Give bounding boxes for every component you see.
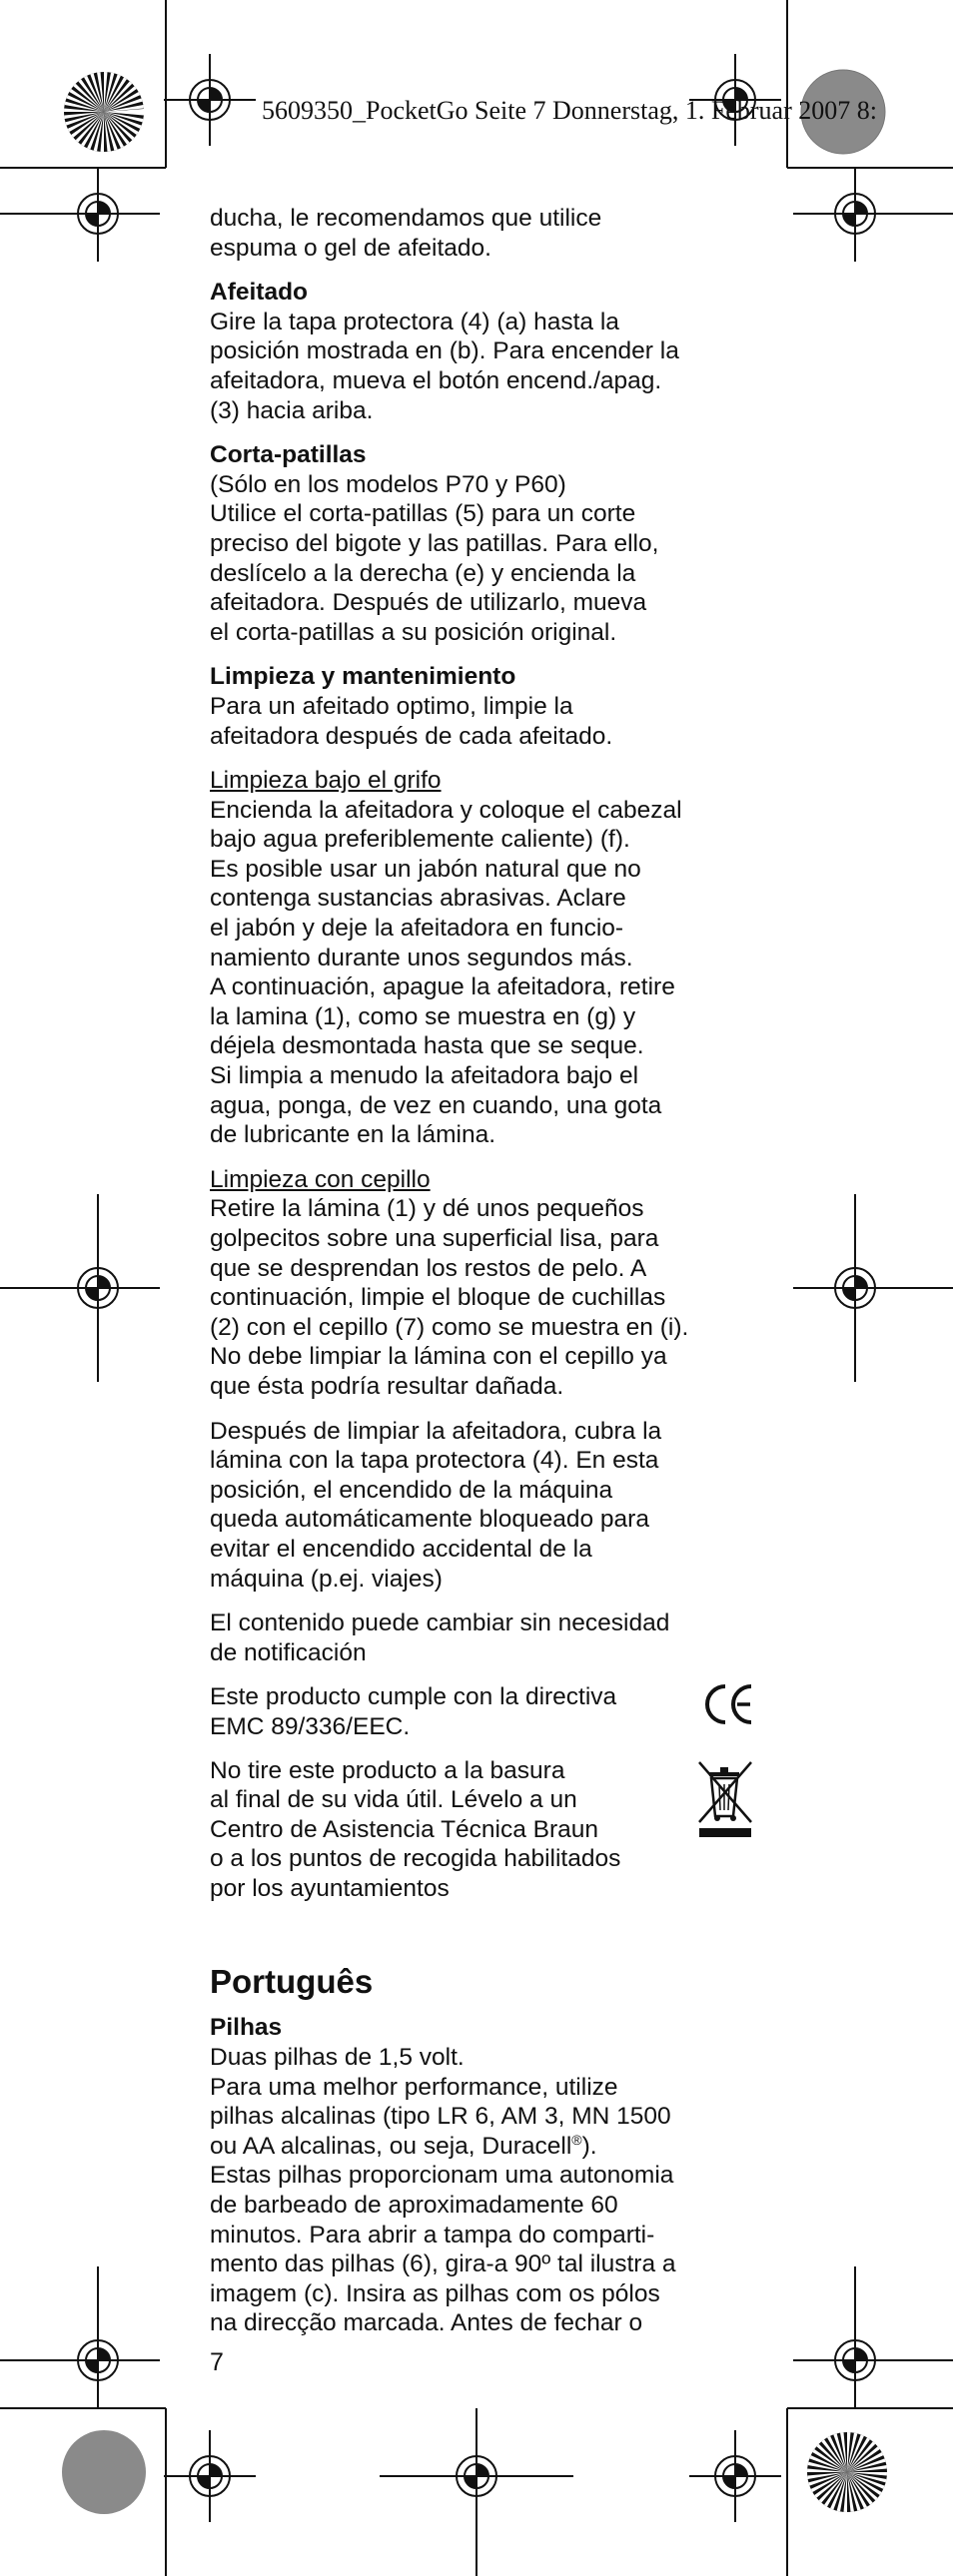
text-line: máquina (p.ej. viajes) xyxy=(210,1565,443,1593)
section-corta-patillas xyxy=(210,440,749,647)
text-line: de notificación xyxy=(210,1638,367,1666)
text-line: (2) con el cepillo (7) como se muestra en (i). xyxy=(210,1313,689,1341)
text-line: afeitadora, mueva el botón encend./apag. xyxy=(210,366,662,394)
text-line: Centro de Asistencia Técnica Braun xyxy=(210,1815,599,1843)
section-limpieza-grifo xyxy=(210,766,749,1150)
text-line: Este producto cumple con la directiva xyxy=(210,1683,617,1711)
text-line: contenga sustancias abrasivas. Aclare xyxy=(210,885,626,913)
subsection-heading: Limpieza bajo el grifo xyxy=(210,767,442,795)
text-line: No debe limpiar la lámina con el cepillo ya xyxy=(210,1343,667,1371)
text-line: deslícelo a la derecha (e) y encienda la xyxy=(210,559,636,587)
text-line xyxy=(210,2132,749,2162)
text-line: (3) hacia ariba. xyxy=(210,396,374,424)
starburst-mark-bottom-right xyxy=(807,2432,887,2512)
text-line: que ésta podría resultar dañada. xyxy=(210,1372,564,1400)
text-line: Después de limpiar la afeitadora, cubra la xyxy=(210,1417,662,1445)
text-line: Retire la lámina (1) y dé unos pequeños xyxy=(210,1195,644,1223)
basura-text xyxy=(210,1756,620,1904)
text-line: el corta-patillas a su posición original. xyxy=(210,618,617,646)
text-line: Encienda la afeitadora y coloque el cabezal xyxy=(210,796,682,824)
crossed-bin-icon xyxy=(695,1756,755,1840)
text-line: mento das pilhas (6), gira-a 90º tal ilustra a xyxy=(210,2251,676,2278)
text-line: afeitadora. Después de utilizarlo, mueva xyxy=(210,589,647,617)
text-line: Para un afeitado optimo, limpie la xyxy=(210,692,573,720)
text-line: golpecitos sobre una superficial lisa, para xyxy=(210,1225,659,1252)
text-line: EMC 89/336/EEC. xyxy=(210,1712,411,1740)
text-line: Si limpia a menudo la afeitadora bajo el xyxy=(210,1062,639,1090)
text-line: el jabón y deje la afeitadora en funcio- xyxy=(210,915,624,943)
text-line: posición, el encendido de la máquina xyxy=(210,1476,613,1504)
text-line: minutos. Para abrir a tampa do comparti- xyxy=(210,2221,655,2249)
paragraph-basura xyxy=(210,1756,749,1904)
text-line: agua, ponga, de vez en cuando, una gota xyxy=(210,1091,662,1119)
text-line: Estas pilhas proporcionam uma autonomia xyxy=(210,2162,674,2190)
text-line: o a los puntos de recogida habilitados xyxy=(210,1845,621,1873)
text-line: afeitadora después de cada afeitado. xyxy=(210,722,613,750)
language-heading: Português xyxy=(210,1963,374,2001)
text-line: na direcção marcada. Antes de fechar o xyxy=(210,2309,643,2337)
text-line: A continuación, apague la afeitadora, retire xyxy=(210,973,675,1001)
text-line: bajo agua preferiblemente caliente) (f). xyxy=(210,826,630,854)
text-line: continuación, limpie el bloque de cuchillas xyxy=(210,1284,666,1312)
text-line: Para uma melhor performance, utilize xyxy=(210,2073,618,2101)
print-slug-header: 5609350_PocketGo Seite 7 Donnerstag, 1. Februar 2007 8: xyxy=(262,96,877,125)
text-line: por los ayuntamientos xyxy=(210,1874,450,1902)
page-content xyxy=(210,204,749,2353)
text-line: de lubricante en la lámina. xyxy=(210,1121,496,1149)
text-line: Utilice el corta-patillas (5) para un corte xyxy=(210,500,636,528)
section-afeitado xyxy=(210,278,749,425)
section-heading: Limpieza y mantenimiento xyxy=(210,663,516,691)
text-line: de barbeado de aproximadamente 60 xyxy=(210,2192,618,2220)
text-line: El contenido puede cambiar sin necesidad xyxy=(210,1610,670,1637)
registered-mark: ® xyxy=(571,2131,582,2148)
text-line: namiento durante unos segundos más. xyxy=(210,944,633,971)
emc-text xyxy=(210,1682,616,1741)
subsection-heading: Limpieza con cepillo xyxy=(210,1165,431,1193)
text-line: la lamina (1), como se muestra en (g) y xyxy=(210,1002,636,1030)
text-line: posición mostrada en (b). Para encender la xyxy=(210,337,679,365)
text-line: ducha, le recomendamos que utilice xyxy=(210,205,602,232)
text-line: Duas pilhas de 1,5 volt. xyxy=(210,2044,465,2072)
paragraph-despues xyxy=(210,1417,749,1595)
section-heading: Pilhas xyxy=(210,2014,283,2042)
text-line: déjela desmontada hasta que se seque. xyxy=(210,1032,644,1060)
section-heading: Corta-patillas xyxy=(210,441,367,469)
text-fragment: ). xyxy=(581,2132,597,2160)
section-limpieza xyxy=(210,662,749,751)
paragraph-emc xyxy=(210,1682,749,1741)
text-fragment: ou AA alcalinas, ou seja, Duracell xyxy=(210,2132,572,2160)
text-line: Gire la tapa protectora (4) (a) hasta la xyxy=(210,308,619,335)
section-limpieza-cepillo xyxy=(210,1165,749,1402)
intro-paragraph xyxy=(210,204,749,263)
section-heading: Afeitado xyxy=(210,279,308,307)
page-number: 7 xyxy=(210,2348,224,2376)
text-line: lámina con la tapa protectora (4). En esta xyxy=(210,1447,659,1475)
section-pilhas xyxy=(210,2013,749,2338)
text-line: imagem (c). Insira as pilhas com os pólos xyxy=(210,2279,660,2307)
text-line: espuma o gel de afeitado. xyxy=(210,234,491,262)
text-line: evitar el encendido accidental de la xyxy=(210,1535,592,1563)
text-line: No tire este producto a la basura xyxy=(210,1756,565,1784)
text-line: al final de su vida útil. Lévelo a un xyxy=(210,1786,577,1814)
text-line: pilhas alcalinas (tipo LR 6, AM 3, MN 1500 xyxy=(210,2103,671,2131)
text-line: que se desprendan los restos de pelo. A xyxy=(210,1254,647,1282)
text-line: Es posible usar un jabón natural que no xyxy=(210,855,641,883)
ce-mark-icon xyxy=(701,1682,755,1726)
text-line: queda automáticamente bloqueado para xyxy=(210,1506,649,1534)
starburst-mark-top-left xyxy=(64,72,144,152)
text-line: preciso del bigote y las patillas. Para ello, xyxy=(210,529,659,557)
text-line: (Sólo en los modelos P70 y P60) xyxy=(210,470,566,498)
paragraph-contenido xyxy=(210,1609,749,1667)
